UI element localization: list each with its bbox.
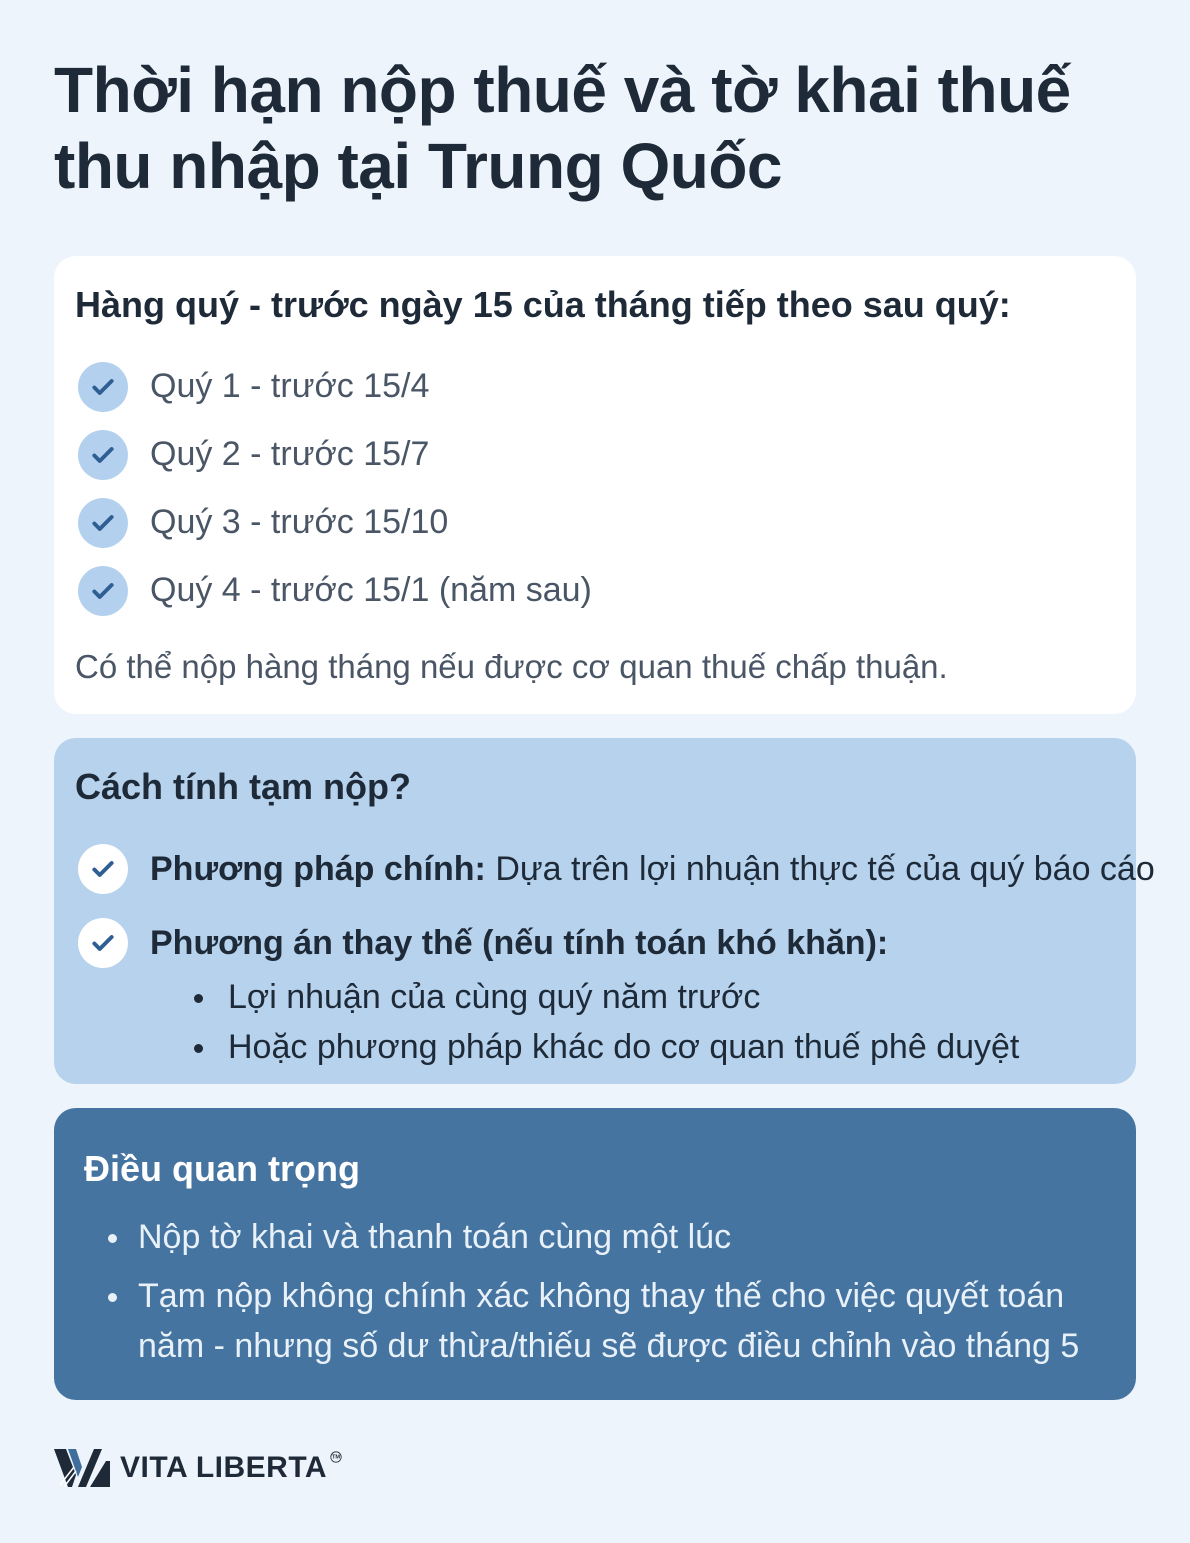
list-item: Nộp tờ khai và thanh toán cùng một lúc xyxy=(102,1212,1102,1262)
quarter-item-label: Quý 2 - trước 15/7 xyxy=(150,435,430,473)
quarterly-heading: Hàng quý - trước ngày 15 của tháng tiếp theo sau quý: xyxy=(75,284,1011,325)
page-title: Thời hạn nộp thuế và tờ khai thuế thu nhập tại Trung Quốc xyxy=(54,54,1071,202)
check-icon xyxy=(78,430,128,480)
quarter-item-2 xyxy=(78,430,778,480)
quarter-item-3 xyxy=(78,498,778,548)
quarterly-deadlines-card xyxy=(54,256,1136,714)
main-method-text xyxy=(150,850,1155,889)
monthly-note: Có thể nộp hàng tháng nếu được cơ quan thuế chấp thuận. xyxy=(75,648,948,685)
list-item: Lợi nhuận của cùng quý năm trước xyxy=(174,972,1019,1022)
check-icon xyxy=(78,844,128,894)
trademark-symbol: TM xyxy=(330,1451,341,1462)
quarter-item-4 xyxy=(78,566,778,616)
calculation-method-card xyxy=(54,738,1155,1084)
check-icon xyxy=(78,918,128,968)
alternative-method-label xyxy=(150,924,888,963)
list-item: Tạm nộp không chính xác không thay thế cho việc quyết toán năm - nhưng số dư thừa/thiếu sẽ được điều chỉnh vào tháng 5 xyxy=(102,1271,1102,1371)
check-icon xyxy=(78,362,128,412)
method-heading: Cách tính tạm nộp? xyxy=(75,766,411,807)
quarter-item-label: Quý 1 - trước 15/4 xyxy=(150,367,430,405)
check-icon xyxy=(78,498,128,548)
main-method-description: Dựa trên lợi nhuận thực tế của quý báo cáo xyxy=(485,850,1155,888)
quarter-item-1 xyxy=(78,362,778,412)
alternative-method-label-text: Phương án thay thế (nếu tính toán khó khăn): xyxy=(150,924,889,962)
quarter-item-label: Quý 4 - trước 15/1 (năm sau) xyxy=(150,571,592,609)
list-item: Hoặc phương pháp khác do cơ quan thuế phê duyệt xyxy=(174,1022,1019,1072)
brand-name: VITA LIBERTA xyxy=(120,1451,328,1484)
quarter-item-label: Quý 3 - trước 15/10 xyxy=(150,503,449,541)
alternative-method-list xyxy=(174,972,1019,1072)
main-method-label: Phương pháp chính: xyxy=(150,850,486,888)
check-icon xyxy=(78,566,128,616)
brand-logo xyxy=(54,1446,343,1490)
vita-liberta-logo-icon xyxy=(54,1447,110,1489)
important-list xyxy=(102,1212,1102,1380)
important-heading: Điều quan trọng xyxy=(84,1148,360,1189)
important-card xyxy=(54,1108,1136,1400)
